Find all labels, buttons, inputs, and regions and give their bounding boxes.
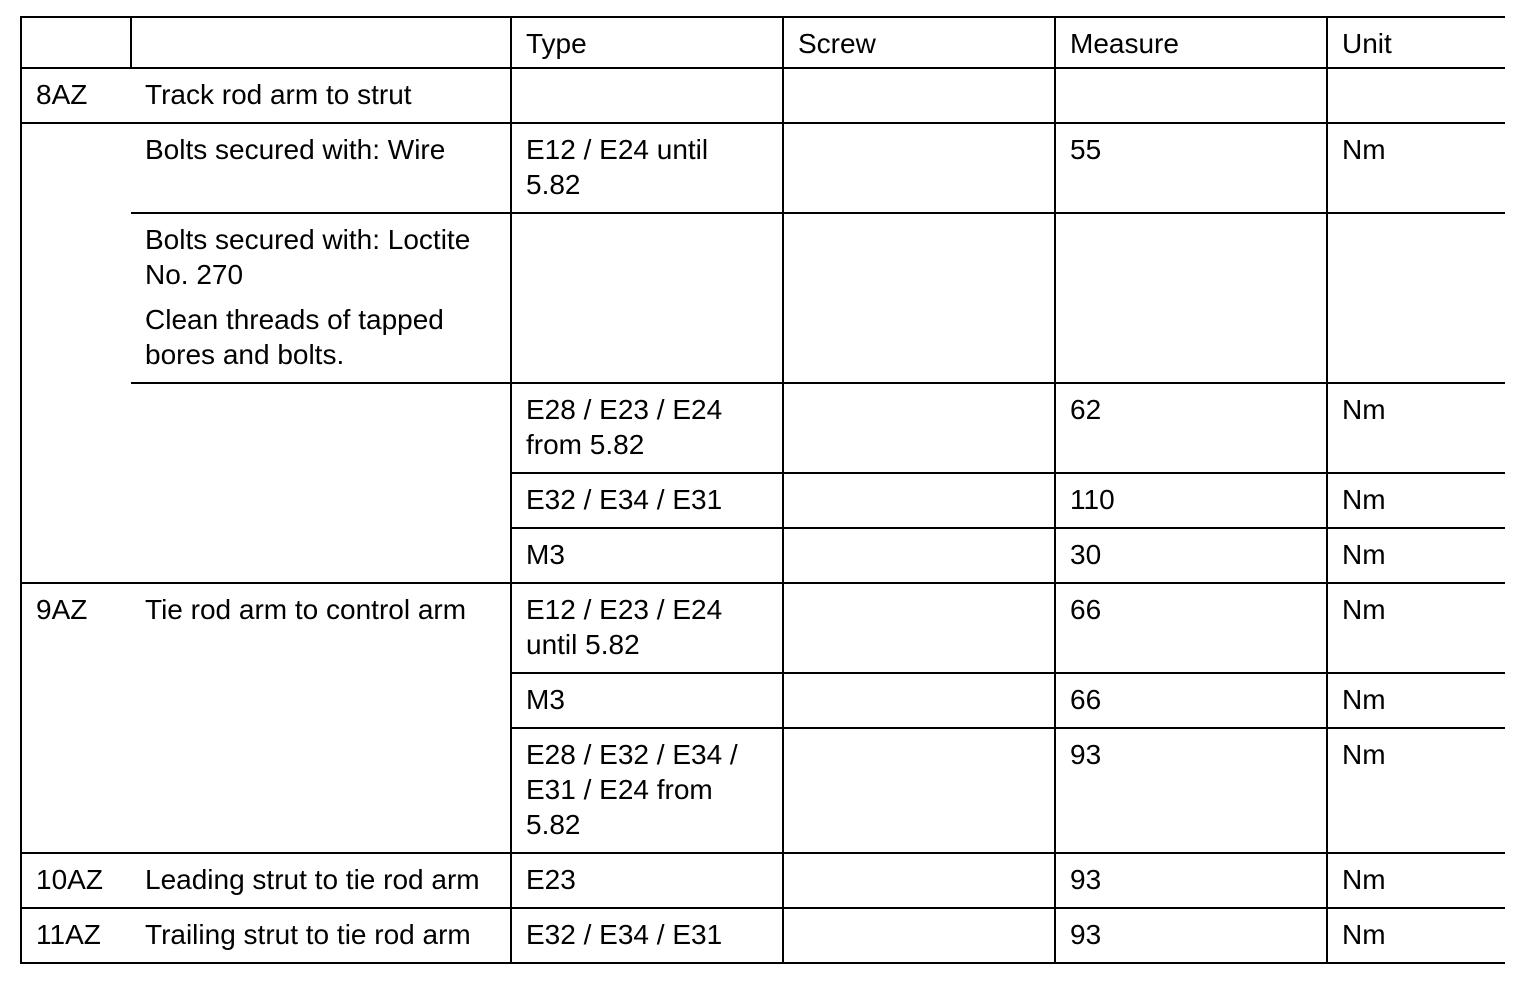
type-cell: E28 / E32 / E34 / E31 / E24 from 5.82	[511, 728, 783, 853]
screw-cell	[783, 728, 1055, 853]
measure-cell: 30	[1055, 528, 1327, 583]
unit-cell	[1327, 213, 1505, 383]
group-code: 10AZ	[21, 853, 131, 908]
table-row	[21, 68, 1505, 123]
unit-cell: Nm	[1327, 908, 1505, 963]
table-row	[21, 583, 1505, 673]
torque-spec-sheet	[20, 16, 1504, 964]
type-cell	[511, 68, 783, 123]
description-cell	[131, 383, 511, 583]
screw-cell	[783, 473, 1055, 528]
description-cell: Bolts secured with: Loctite No. 270 Clean threads of tapped bores and bolts.	[131, 213, 511, 383]
unit-cell: Nm	[1327, 728, 1505, 853]
group-title: Leading strut to tie rod arm	[131, 853, 511, 908]
type-cell	[511, 213, 783, 383]
header-unit: Unit	[1327, 17, 1505, 68]
measure-cell	[1055, 213, 1327, 383]
type-cell: E32 / E34 / E31	[511, 473, 783, 528]
screw-cell	[783, 673, 1055, 728]
table-row	[21, 383, 1505, 473]
screw-cell	[783, 68, 1055, 123]
screw-cell	[783, 908, 1055, 963]
measure-cell: 66	[1055, 673, 1327, 728]
measure-cell: 55	[1055, 123, 1327, 213]
screw-cell	[783, 383, 1055, 473]
screw-cell	[783, 528, 1055, 583]
unit-cell: Nm	[1327, 123, 1505, 213]
group-code: 8AZ	[21, 68, 131, 123]
group-title: Trailing strut to tie rod arm	[131, 908, 511, 963]
type-cell: M3	[511, 528, 783, 583]
measure-cell: 93	[1055, 728, 1327, 853]
type-cell: E28 / E23 / E24 from 5.82	[511, 383, 783, 473]
header-code	[21, 17, 131, 68]
group-code: 9AZ	[21, 583, 131, 853]
screw-cell	[783, 583, 1055, 673]
header-row	[21, 17, 1505, 68]
unit-cell: Nm	[1327, 583, 1505, 673]
header-measure: Measure	[1055, 17, 1327, 68]
table-row	[21, 123, 1505, 213]
group-title: Track rod arm to strut	[131, 68, 511, 123]
unit-cell: Nm	[1327, 473, 1505, 528]
unit-cell	[1327, 68, 1505, 123]
measure-cell: 110	[1055, 473, 1327, 528]
type-cell: E12 / E24 until 5.82	[511, 123, 783, 213]
screw-cell	[783, 123, 1055, 213]
unit-cell: Nm	[1327, 383, 1505, 473]
type-cell: E32 / E34 / E31	[511, 908, 783, 963]
measure-cell	[1055, 68, 1327, 123]
unit-cell: Nm	[1327, 528, 1505, 583]
group-code: 11AZ	[21, 908, 131, 963]
header-description	[131, 17, 511, 68]
table-row	[21, 853, 1505, 908]
measure-cell: 62	[1055, 383, 1327, 473]
type-cell: E23	[511, 853, 783, 908]
unit-cell: Nm	[1327, 853, 1505, 908]
measure-cell: 93	[1055, 853, 1327, 908]
screw-cell	[783, 853, 1055, 908]
group-title: Tie rod arm to control arm	[131, 583, 511, 853]
measure-cell: 93	[1055, 908, 1327, 963]
unit-cell: Nm	[1327, 673, 1505, 728]
table-row	[21, 213, 1505, 383]
description-cell: Bolts secured with: Wire	[131, 123, 511, 213]
type-cell: E12 / E23 / E24 until 5.82	[511, 583, 783, 673]
type-cell: M3	[511, 673, 783, 728]
header-type: Type	[511, 17, 783, 68]
measure-cell: 66	[1055, 583, 1327, 673]
torque-spec-table	[20, 16, 1505, 964]
header-screw: Screw	[783, 17, 1055, 68]
table-row	[21, 908, 1505, 963]
screw-cell	[783, 213, 1055, 383]
group-code-continuation	[21, 123, 131, 583]
